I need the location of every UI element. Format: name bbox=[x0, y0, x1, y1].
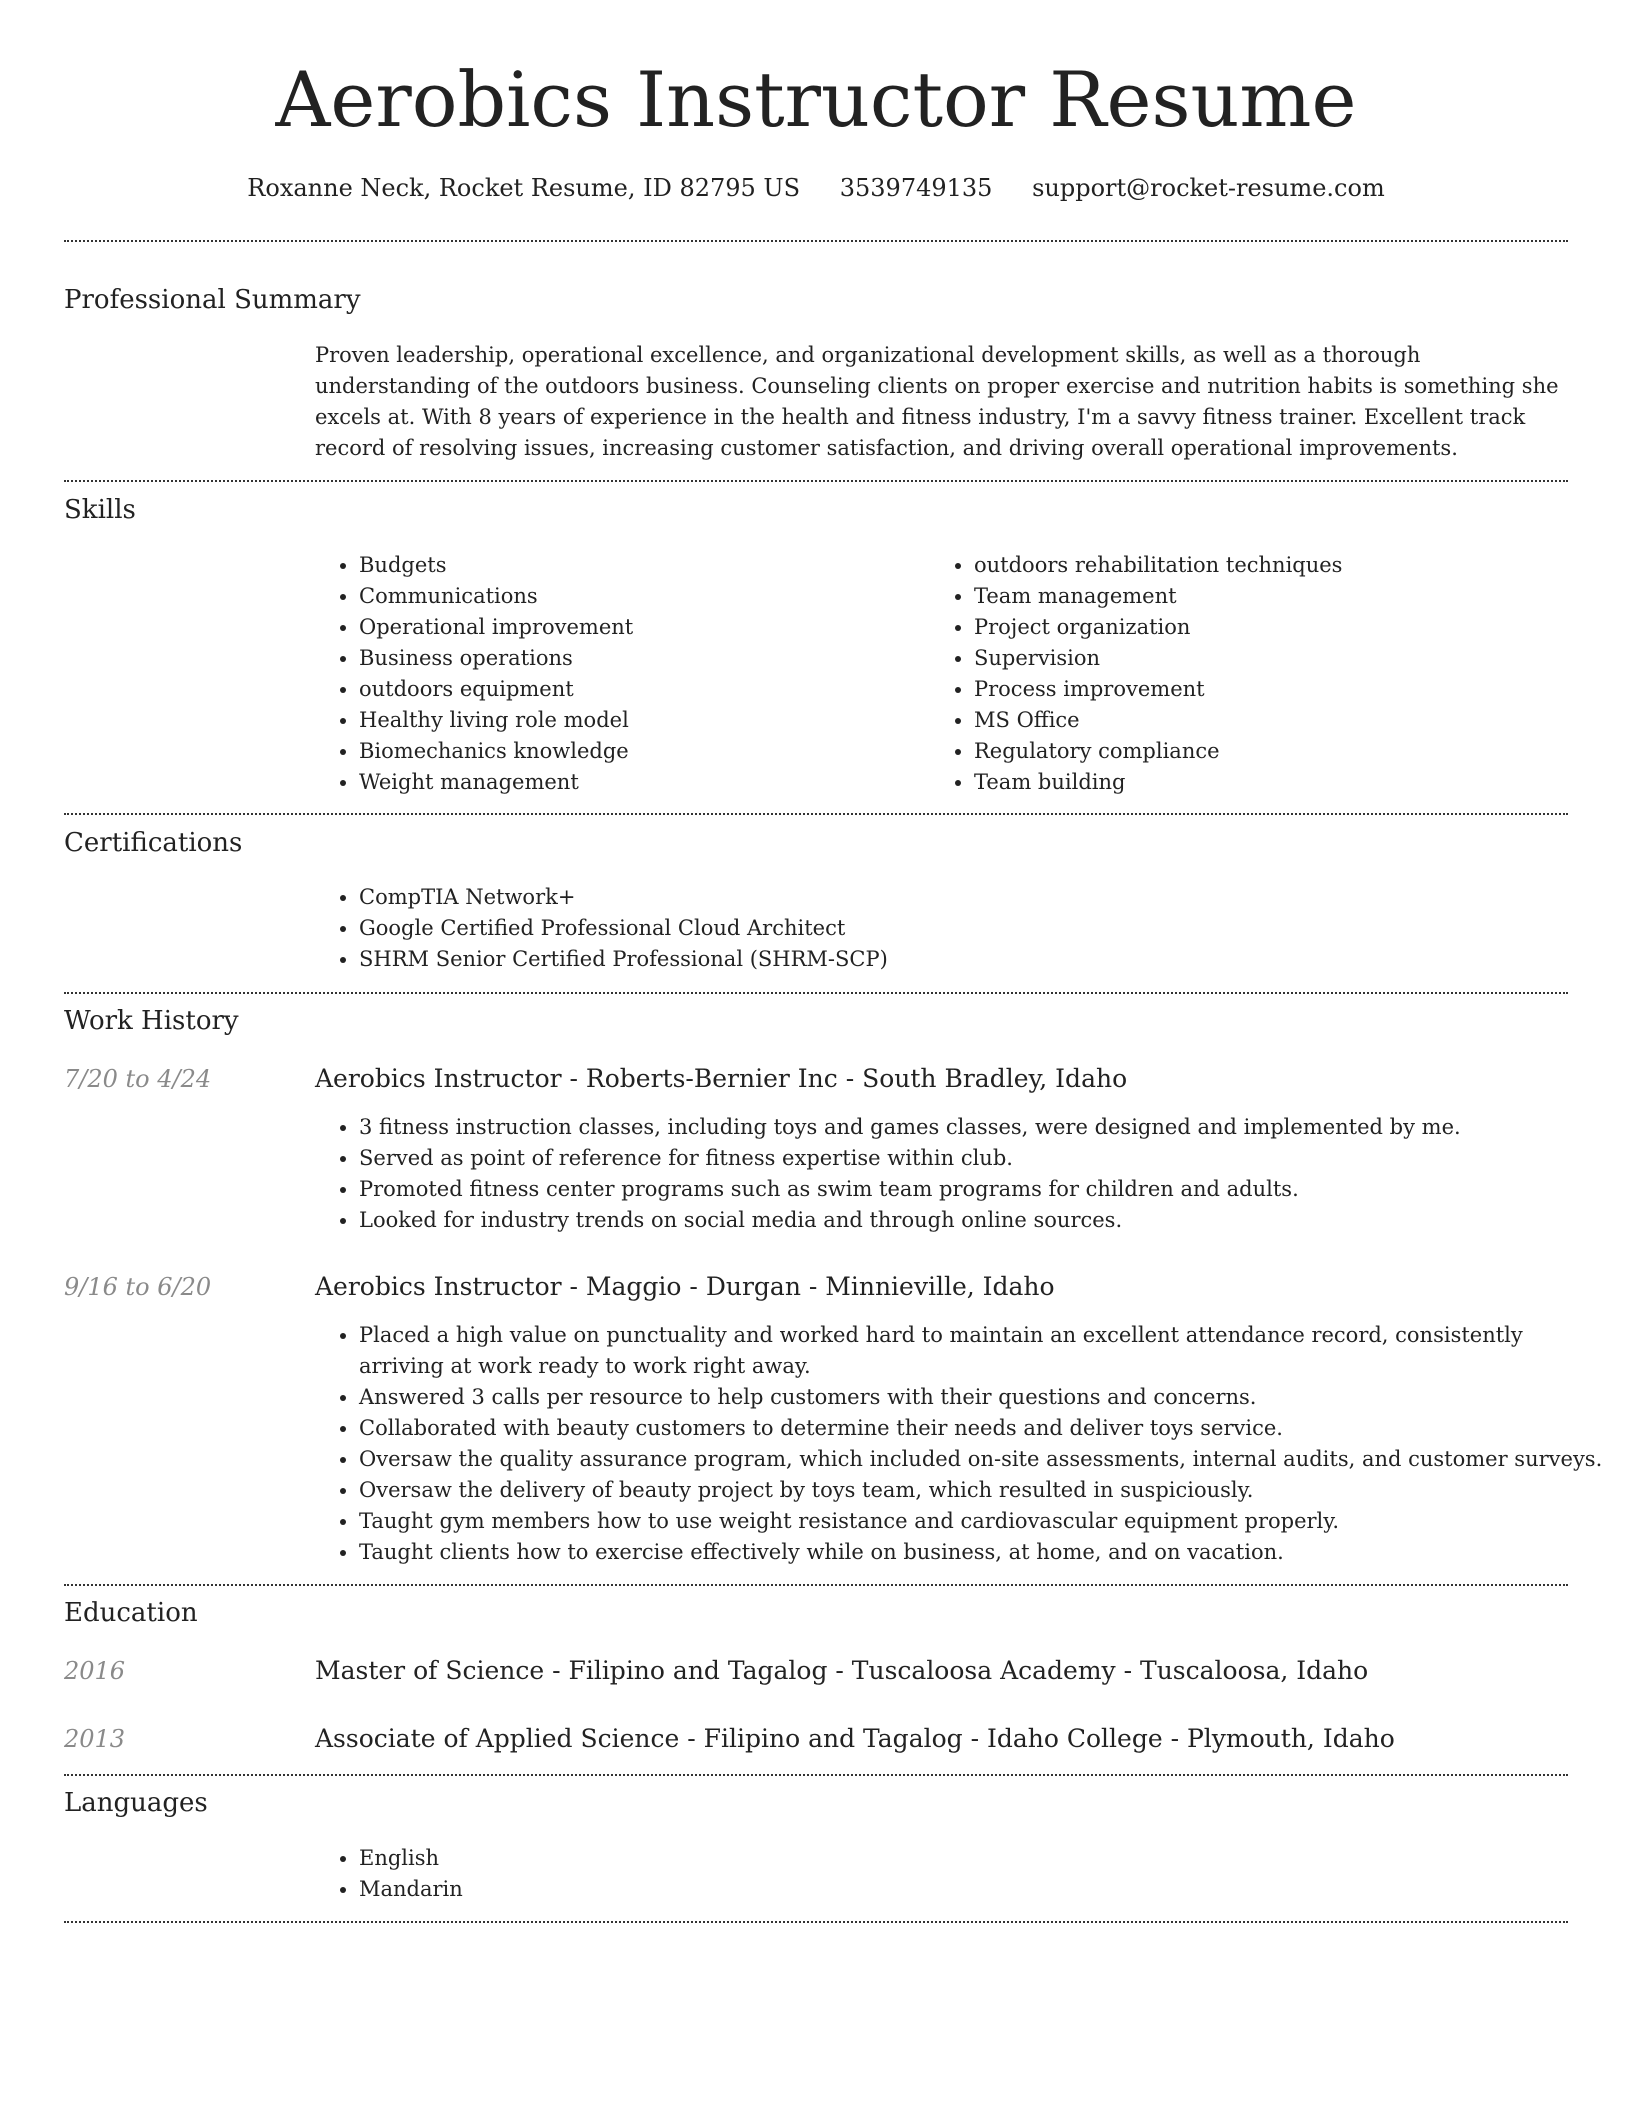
section-divider bbox=[64, 1584, 1568, 1586]
list-item: • Served as point of reference for fitness expertise within club. bbox=[359, 1143, 1612, 1174]
section-divider bbox=[64, 1774, 1568, 1776]
languages-list bbox=[315, 1843, 959, 1905]
list-item: • Budgets bbox=[359, 550, 919, 581]
list-item: • Taught clients how to exercise effectively while on business, at home, and on vacation. bbox=[359, 1537, 1612, 1568]
list-item: • Team management bbox=[974, 581, 1594, 612]
section-divider bbox=[64, 992, 1568, 994]
list-item: • Operational improvement bbox=[359, 612, 919, 643]
list-item: • outdoors equipment bbox=[359, 674, 919, 705]
job-bullets bbox=[315, 1320, 1612, 1568]
list-item: • Weight management bbox=[359, 767, 919, 798]
education-year: 2016 bbox=[64, 1657, 126, 1685]
contact-email: support@rocket-resume.com bbox=[1032, 174, 1385, 202]
certifications-list bbox=[315, 882, 1559, 975]
list-item: • Oversaw the quality assurance program, which included on-site assessments, internal audits, and customer surveys. bbox=[359, 1444, 1612, 1475]
list-item: • Business operations bbox=[359, 643, 919, 674]
skills-heading: Skills bbox=[64, 495, 136, 525]
list-item: • Process improvement bbox=[974, 674, 1594, 705]
list-item: • Communications bbox=[359, 581, 919, 612]
list-item: • Placed a high value on punctuality and worked hard to maintain an excellent attendance record, consistently arriving at work ready to work right away. bbox=[359, 1320, 1612, 1382]
list-item: • MS Office bbox=[974, 705, 1594, 736]
certifications-heading: Certifications bbox=[64, 828, 243, 858]
list-item: • Project organization bbox=[974, 612, 1594, 643]
list-item: • SHRM Senior Certified Professional (SHRM-SCP) bbox=[359, 944, 1559, 975]
list-item: • Collaborated with beauty customers to determine their needs and deliver toys service. bbox=[359, 1413, 1612, 1444]
education-degree: Associate of Applied Science - Filipino and Tagalog - Idaho College - Plymouth, Idaho bbox=[315, 1724, 1395, 1753]
contact-line bbox=[0, 170, 1632, 206]
job-dates: 7/20 to 4/24 bbox=[64, 1065, 212, 1093]
list-item: • CompTIA Network+ bbox=[359, 882, 1559, 913]
list-item: • English bbox=[359, 1843, 959, 1874]
section-divider bbox=[64, 1921, 1568, 1923]
list-item: • Regulatory compliance bbox=[974, 736, 1594, 767]
list-item: • Taught gym members how to use weight resistance and cardiovascular equipment properly. bbox=[359, 1506, 1612, 1537]
list-item: • outdoors rehabilitation techniques bbox=[974, 550, 1594, 581]
contact-address: Roxanne Neck, Rocket Resume, ID 82795 US bbox=[247, 174, 801, 202]
skills-list-right bbox=[930, 550, 1594, 798]
page-title: Aerobics Instructor Resume bbox=[275, 55, 1357, 144]
list-item: • Oversaw the delivery of beauty project by toys team, which resulted in suspiciously. bbox=[359, 1475, 1612, 1506]
list-item: • Looked for industry trends on social media and through online sources. bbox=[359, 1205, 1612, 1236]
education-heading: Education bbox=[64, 1598, 198, 1628]
list-item: • Supervision bbox=[974, 643, 1594, 674]
section-divider bbox=[64, 813, 1568, 815]
summary-text: Proven leadership, operational excellence, and organizational development skills, as well as a thorough understanding of the outdoors business. Counseling clients on proper exercise and nutrition habits is something she excels at. With 8 years of experience in the health and fitness industry, I'm a savvy fitness trainer. Excellent track record of resolving issues, increasing customer satisfaction, and driving overall operational improvements. bbox=[315, 343, 1559, 460]
list-item: • 3 fitness instruction classes, including toys and games classes, were designed and implemented by me. bbox=[359, 1112, 1612, 1143]
list-item: • Biomechanics knowledge bbox=[359, 736, 919, 767]
job-bullets bbox=[315, 1112, 1612, 1236]
section-divider bbox=[64, 480, 1568, 482]
education-year: 2013 bbox=[64, 1725, 126, 1753]
section-divider bbox=[64, 240, 1568, 242]
education-degree: Master of Science - Filipino and Tagalog - Tuscaloosa Academy - Tuscaloosa, Idaho bbox=[315, 1656, 1369, 1685]
list-item: • Mandarin bbox=[359, 1874, 959, 1905]
job-title: Aerobics Instructor - Maggio - Durgan - Minnieville, Idaho bbox=[315, 1272, 1055, 1301]
list-item: • Team building bbox=[974, 767, 1594, 798]
job-dates: 9/16 to 6/20 bbox=[64, 1273, 212, 1301]
list-item: • Google Certified Professional Cloud Architect bbox=[359, 913, 1559, 944]
skills-list-left bbox=[315, 550, 919, 798]
languages-heading: Languages bbox=[64, 1788, 208, 1818]
summary-heading: Professional Summary bbox=[64, 285, 361, 315]
work-heading: Work History bbox=[64, 1006, 239, 1036]
list-item: • Promoted fitness center programs such as swim team programs for children and adults. bbox=[359, 1174, 1612, 1205]
list-item: • Answered 3 calls per resource to help customers with their questions and concerns. bbox=[359, 1382, 1612, 1413]
contact-phone: 3539749135 bbox=[839, 174, 993, 202]
list-item: • Healthy living role model bbox=[359, 705, 919, 736]
job-title: Aerobics Instructor - Roberts-Bernier Inc - South Bradley, Idaho bbox=[315, 1064, 1128, 1093]
